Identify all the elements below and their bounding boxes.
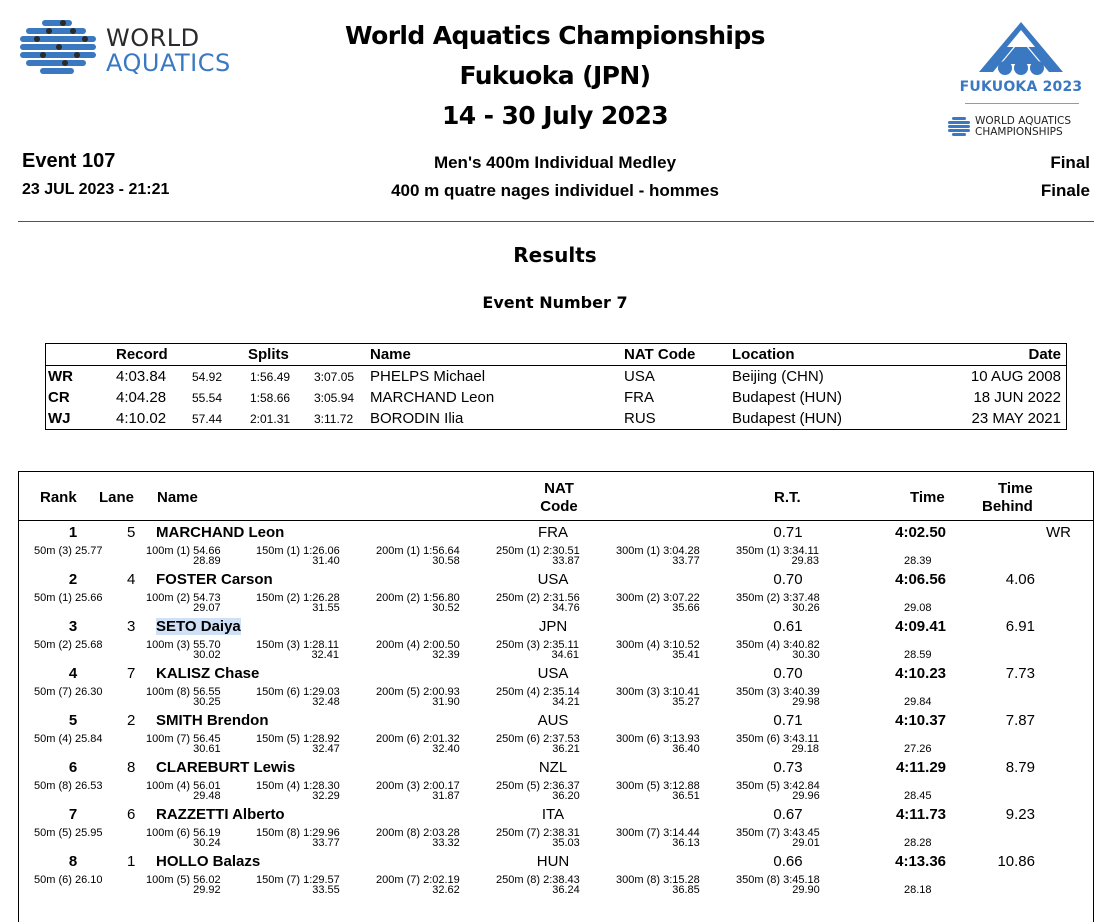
split-350m	[736, 687, 820, 707]
rank: 8	[68, 853, 78, 870]
final-time: 4:11.73	[895, 806, 946, 823]
wac-wordmark	[975, 116, 1071, 138]
split-cumulative: 200m (4) 2:00.50	[376, 639, 460, 651]
world-aquatics-wordmark	[106, 26, 231, 75]
split-cumulative: 300m (6) 3:13.93	[616, 733, 700, 745]
records-header-splits: Splits	[248, 346, 289, 363]
split-cumulative: 300m (2) 3:07.22	[616, 592, 700, 604]
records-header-record: Record	[116, 346, 168, 363]
wac-line2: CHAMPIONSHIPS	[975, 126, 1063, 138]
split-lap: 36.85	[672, 884, 700, 896]
results-header-rt: R.T.	[774, 489, 801, 506]
athlete-name: HOLLO Balazs	[156, 853, 261, 870]
split-cumulative: 350m (1) 3:34.11	[736, 545, 819, 557]
reaction-time: 0.71	[773, 524, 803, 541]
results-header-code: Code	[540, 498, 578, 515]
record-date: 10 AUG 2008	[970, 368, 1061, 385]
split-lap: 29.83	[791, 555, 819, 567]
split-cumulative: 300m (4) 3:10.52	[616, 639, 700, 651]
split-cumulative: 250m (2) 2:31.56	[496, 592, 580, 604]
split-250m	[496, 546, 580, 566]
athlete-name: FOSTER Carson	[156, 571, 273, 588]
split-cumulative: 100m (4) 56.01	[146, 780, 221, 792]
athlete-name: CLAREBURT Lewis	[156, 759, 296, 776]
split-cumulative: 200m (3) 2:00.17	[376, 780, 460, 792]
split-lap: 32.40	[432, 743, 460, 755]
time-behind: 9.23	[1005, 806, 1035, 823]
split-100m	[146, 593, 221, 613]
header-divider	[18, 221, 1094, 222]
records-header-location: Location	[732, 346, 795, 363]
split-cumulative: 100m (6) 56.19	[146, 827, 221, 839]
split-250m	[496, 781, 580, 801]
split-lap: 32.29	[312, 790, 340, 802]
split-lap: 36.13	[672, 837, 700, 849]
split-lap: 30.52	[432, 602, 460, 614]
split-100m	[146, 781, 221, 801]
record-s1: 54.92	[192, 370, 223, 384]
split-250m	[496, 687, 580, 707]
split-lap: 32.48	[312, 696, 340, 708]
split-100m	[146, 734, 221, 754]
split-lap: 29.96	[792, 790, 820, 802]
split-150m	[256, 593, 340, 613]
split-cumulative: 250m (7) 2:38.31	[496, 827, 580, 839]
event-name-fr: 400 m quatre nages individuel - hommes	[391, 181, 719, 200]
split-300m	[616, 687, 700, 707]
split-lap: 32.62	[432, 884, 460, 896]
athlete-name: KALISZ Chase	[156, 665, 260, 682]
record-type: WJ	[48, 410, 71, 427]
split-cumulative: 350m (8) 3:45.18	[736, 874, 820, 886]
split-cumulative: 350m (4) 3:40.82	[736, 639, 820, 651]
split-300m	[616, 875, 700, 895]
split-lap: 33.55	[312, 884, 340, 896]
split-lap: 29.07	[193, 602, 221, 614]
split-50m: 50m (1) 25.66	[34, 592, 103, 604]
reaction-time: 0.70	[773, 571, 803, 588]
athlete-name: RAZZETTI Alberto	[156, 806, 285, 823]
title-line1: World Aquatics Championships	[345, 21, 765, 50]
split-cumulative: 150m (6) 1:29.03	[256, 686, 340, 698]
split-350m	[736, 734, 819, 754]
split-150m	[256, 875, 340, 895]
nat-code: ITA	[541, 806, 565, 823]
record-location: Budapest (HUN)	[732, 389, 843, 406]
split-lap: 31.55	[312, 602, 340, 614]
split-cumulative: 200m (7) 2:02.19	[376, 874, 460, 886]
split-cumulative: 250m (6) 2:37.53	[496, 733, 580, 745]
split-lap: 32.47	[312, 743, 340, 755]
wac-line1: WORLD AQUATICS	[975, 115, 1072, 127]
results-header-rank: Rank	[40, 489, 77, 506]
split-200m	[376, 546, 460, 566]
split-50m: 50m (6) 26.10	[34, 874, 103, 886]
split-lap: 31.90	[432, 696, 460, 708]
split-50m: 50m (3) 25.77	[34, 545, 103, 557]
final-time: 4:13.36	[895, 853, 946, 870]
split-cumulative: 100m (8) 56.55	[146, 686, 221, 698]
split-last-lap: 28.45	[904, 790, 932, 802]
split-cumulative: 100m (3) 55.70	[146, 639, 221, 651]
athlete-name: SMITH Brendon	[156, 712, 269, 729]
reaction-time: 0.71	[773, 712, 803, 729]
logo-divider	[965, 103, 1079, 104]
fukuoka-city-label: FUKUOKA 2023	[959, 79, 1083, 95]
split-lap: 29.18	[791, 743, 819, 755]
split-300m	[616, 828, 700, 848]
result-row	[0, 712, 1100, 759]
lane: 2	[127, 712, 136, 729]
split-cumulative: 100m (7) 56.45	[146, 733, 221, 745]
rank: 1	[68, 524, 78, 541]
nat-code: JPN	[538, 618, 568, 635]
split-cumulative: 350m (3) 3:40.39	[736, 686, 820, 698]
split-250m	[496, 593, 580, 613]
split-100m	[146, 828, 221, 848]
result-row	[0, 524, 1100, 571]
split-350m	[736, 875, 820, 895]
split-300m	[616, 734, 700, 754]
split-cumulative: 350m (6) 3:43.11	[736, 733, 819, 745]
results-header-lane: Lane	[99, 489, 135, 506]
results-heading: Results	[513, 243, 597, 267]
record-s2: 1:56.49	[250, 370, 291, 384]
split-cumulative: 200m (2) 1:56.80	[376, 592, 460, 604]
split-cumulative: 150m (4) 1:28.30	[256, 780, 340, 792]
split-350m	[736, 640, 820, 660]
results-header-time: Time	[910, 489, 945, 506]
split-lap: 31.87	[432, 790, 460, 802]
split-300m	[616, 546, 700, 566]
final-time: 4:06.56	[895, 571, 946, 588]
split-last-lap: 28.28	[904, 837, 932, 849]
split-lap: 33.32	[432, 837, 460, 849]
split-cumulative: 350m (7) 3:43.45	[736, 827, 820, 839]
split-lap: 29.48	[193, 790, 221, 802]
split-lap: 29.92	[193, 884, 221, 896]
split-200m	[376, 781, 460, 801]
record-s3: 3:11.72	[314, 412, 354, 426]
split-lap: 30.24	[193, 837, 221, 849]
record-location: Budapest (HUN)	[732, 410, 843, 427]
split-cumulative: 250m (1) 2:30.51	[496, 545, 580, 557]
record-s2: 2:01.31	[250, 412, 291, 426]
small-wa-icon	[948, 117, 972, 137]
result-row	[0, 806, 1100, 853]
split-300m	[616, 781, 700, 801]
split-cumulative: 300m (7) 3:14.44	[616, 827, 700, 839]
record-s1: 55.54	[192, 391, 223, 405]
split-last-lap: 28.39	[904, 555, 932, 567]
nat-code: HUN	[536, 853, 570, 870]
reaction-time: 0.66	[773, 853, 803, 870]
split-250m	[496, 734, 580, 754]
time-behind: WR	[1046, 524, 1071, 541]
split-150m	[256, 687, 340, 707]
lane: 7	[127, 665, 136, 682]
split-300m	[616, 593, 700, 613]
split-cumulative: 200m (1) 1:56.64	[376, 545, 460, 557]
split-100m	[146, 640, 221, 660]
rank: 6	[68, 759, 78, 776]
record-time: 4:10.02	[116, 410, 167, 427]
split-cumulative: 300m (5) 3:12.88	[616, 780, 700, 792]
event-datetime: 23 JUL 2023 - 21:21	[22, 181, 170, 198]
split-cumulative: 200m (5) 2:00.93	[376, 686, 460, 698]
split-last-lap: 29.84	[904, 696, 932, 708]
final-time: 4:09.41	[895, 618, 946, 635]
split-lap: 34.76	[552, 602, 580, 614]
split-lap: 30.30	[792, 649, 820, 661]
split-cumulative: 100m (2) 54.73	[146, 592, 221, 604]
split-350m	[736, 593, 820, 613]
split-150m	[256, 734, 340, 754]
split-lap: 32.41	[311, 649, 339, 661]
split-250m	[496, 875, 580, 895]
nat-code: AUS	[537, 712, 569, 729]
title-line2: Fukuoka (JPN)	[459, 61, 651, 90]
split-50m: 50m (2) 25.68	[34, 639, 103, 651]
split-350m	[736, 546, 819, 566]
athlete-name: SETO Daiya	[156, 618, 241, 635]
rank: 7	[68, 806, 78, 823]
result-row	[0, 571, 1100, 618]
results-header-line	[18, 520, 1094, 521]
split-50m: 50m (7) 26.30	[34, 686, 103, 698]
time-behind: 7.73	[1005, 665, 1035, 682]
split-lap: 30.25	[193, 696, 221, 708]
split-last-lap: 28.18	[904, 884, 932, 896]
lane: 3	[127, 618, 136, 635]
split-150m	[256, 828, 340, 848]
final-time: 4:10.23	[895, 665, 946, 682]
nat-code: FRA	[538, 524, 568, 541]
split-cumulative: 150m (8) 1:29.96	[256, 827, 340, 839]
split-200m	[376, 687, 460, 707]
split-cumulative: 250m (3) 2:35.11	[496, 639, 579, 651]
split-lap: 35.27	[672, 696, 700, 708]
record-type: WR	[48, 368, 73, 385]
split-lap: 31.40	[312, 555, 340, 567]
split-200m	[376, 875, 460, 895]
time-behind: 6.91	[1005, 618, 1035, 635]
split-cumulative: 350m (5) 3:42.84	[736, 780, 820, 792]
split-lap: 33.77	[312, 837, 340, 849]
results-header-nat: NAT	[544, 480, 574, 497]
split-last-lap: 29.08	[904, 602, 932, 614]
split-150m	[256, 640, 339, 660]
record-name: PHELPS Michael	[370, 368, 486, 385]
split-cumulative: 100m (1) 54.66	[146, 545, 221, 557]
time-behind: 7.87	[1005, 712, 1035, 729]
split-cumulative: 150m (3) 1:28.11	[256, 639, 339, 651]
nat-code: USA	[537, 571, 569, 588]
record-time: 4:03.84	[116, 368, 167, 385]
split-lap: 33.77	[672, 555, 700, 567]
records-table	[45, 343, 1067, 430]
split-lap: 36.24	[552, 884, 580, 896]
split-lap: 36.40	[672, 743, 700, 755]
split-cumulative: 150m (1) 1:26.06	[256, 545, 340, 557]
page-title	[300, 16, 810, 136]
event-phase-fr: Finale	[1040, 181, 1090, 200]
lane: 1	[127, 853, 136, 870]
event-number-heading: Event Number 7	[482, 293, 628, 312]
split-lap: 29.90	[792, 884, 820, 896]
nat-code: NZL	[538, 759, 568, 776]
split-lap: 29.98	[792, 696, 820, 708]
split-lap: 34.21	[552, 696, 580, 708]
reaction-time: 0.70	[773, 665, 803, 682]
split-100m	[146, 546, 221, 566]
result-row	[0, 618, 1100, 665]
reaction-time: 0.61	[773, 618, 803, 635]
split-200m	[376, 593, 460, 613]
record-location: Beijing (CHN)	[732, 368, 824, 385]
records-header-name: Name	[370, 346, 411, 363]
split-cumulative: 200m (8) 2:03.28	[376, 827, 460, 839]
split-cumulative: 300m (1) 3:04.28	[616, 545, 700, 557]
split-lap: 36.20	[552, 790, 580, 802]
final-time: 4:02.50	[895, 524, 946, 541]
record-s3: 3:05.94	[314, 391, 355, 405]
split-200m	[376, 828, 460, 848]
split-250m	[496, 828, 580, 848]
split-lap: 29.01	[792, 837, 820, 849]
split-lap: 30.58	[432, 555, 460, 567]
split-50m: 50m (4) 25.84	[34, 733, 103, 745]
record-type: CR	[48, 389, 70, 406]
split-200m	[376, 734, 460, 754]
records-header-line	[46, 365, 1066, 366]
split-150m	[256, 781, 340, 801]
rank: 5	[68, 712, 78, 729]
result-row	[0, 853, 1100, 900]
split-lap: 35.03	[552, 837, 580, 849]
reaction-time: 0.73	[773, 759, 803, 776]
results-header-name: Name	[157, 489, 198, 506]
split-100m	[146, 687, 221, 707]
fukuoka-logo-icon	[975, 20, 1067, 78]
event-number: Event 107	[22, 150, 116, 172]
time-behind: 8.79	[1005, 759, 1035, 776]
split-lap: 35.41	[672, 649, 700, 661]
final-time: 4:11.29	[895, 759, 946, 776]
final-time: 4:10.37	[895, 712, 946, 729]
event-phase-en: Final	[1050, 153, 1090, 172]
split-100m	[146, 875, 221, 895]
split-lap: 36.21	[552, 743, 580, 755]
logo-line1: WORLD	[106, 24, 200, 52]
split-300m	[616, 640, 700, 660]
split-cumulative: 150m (7) 1:29.57	[256, 874, 340, 886]
results-header-behind1: Time	[998, 480, 1033, 497]
lane: 8	[127, 759, 136, 776]
record-s3: 3:07.05	[314, 370, 355, 384]
reaction-time: 0.67	[773, 806, 803, 823]
split-cumulative: 200m (6) 2:01.32	[376, 733, 460, 745]
result-row	[0, 759, 1100, 806]
record-s2: 1:58.66	[250, 391, 291, 405]
record-date: 23 MAY 2021	[971, 410, 1061, 427]
record-nat: FRA	[624, 389, 654, 406]
split-lap: 30.02	[193, 649, 221, 661]
split-cumulative: 150m (2) 1:26.28	[256, 592, 340, 604]
split-lap: 34.61	[551, 649, 579, 661]
split-lap: 36.51	[672, 790, 700, 802]
lane: 5	[127, 524, 136, 541]
split-cumulative: 300m (3) 3:10.41	[616, 686, 700, 698]
records-header-date: Date	[1028, 346, 1061, 363]
split-350m	[736, 781, 820, 801]
results-header-behind2: Behind	[982, 498, 1033, 515]
record-nat: RUS	[624, 410, 656, 427]
split-cumulative: 150m (5) 1:28.92	[256, 733, 340, 745]
split-cumulative: 250m (5) 2:36.37	[496, 780, 580, 792]
lane: 4	[127, 571, 136, 588]
split-50m: 50m (8) 26.53	[34, 780, 103, 792]
logo-line2: AQUATICS	[106, 49, 231, 77]
time-behind: 4.06	[1005, 571, 1035, 588]
title-line3: 14 - 30 July 2023	[441, 101, 669, 130]
event-name-en: Men's 400m Individual Medley	[433, 153, 677, 172]
split-lap: 32.39	[432, 649, 460, 661]
record-s1: 57.44	[192, 412, 223, 426]
split-lap: 30.61	[193, 743, 221, 755]
records-header-nat: NAT Code	[624, 346, 696, 363]
split-350m	[736, 828, 820, 848]
nat-code: USA	[537, 665, 569, 682]
split-cumulative: 300m (8) 3:15.28	[616, 874, 700, 886]
split-last-lap: 28.59	[904, 649, 932, 661]
split-lap: 33.87	[552, 555, 580, 567]
split-150m	[256, 546, 340, 566]
split-lap: 35.66	[672, 602, 700, 614]
record-name: BORODIN Ilia	[370, 410, 464, 427]
record-nat: USA	[624, 368, 655, 385]
split-200m	[376, 640, 460, 660]
rank: 4	[68, 665, 78, 682]
record-name: MARCHAND Leon	[370, 389, 495, 406]
rank: 2	[68, 571, 78, 588]
split-cumulative: 100m (5) 56.02	[146, 874, 221, 886]
record-time: 4:04.28	[116, 389, 167, 406]
split-lap: 28.89	[193, 555, 221, 567]
split-250m	[496, 640, 579, 660]
result-row	[0, 665, 1100, 712]
split-cumulative: 250m (8) 2:38.43	[496, 874, 580, 886]
split-50m: 50m (5) 25.95	[34, 827, 103, 839]
record-date: 18 JUN 2022	[973, 389, 1061, 406]
split-last-lap: 27.26	[904, 743, 932, 755]
split-cumulative: 250m (4) 2:35.14	[496, 686, 580, 698]
athlete-name: MARCHAND Leon	[156, 524, 285, 541]
lane: 6	[127, 806, 136, 823]
rank: 3	[68, 618, 78, 635]
time-behind: 10.86	[997, 853, 1035, 870]
split-lap: 30.26	[792, 602, 820, 614]
split-cumulative: 350m (2) 3:37.48	[736, 592, 820, 604]
